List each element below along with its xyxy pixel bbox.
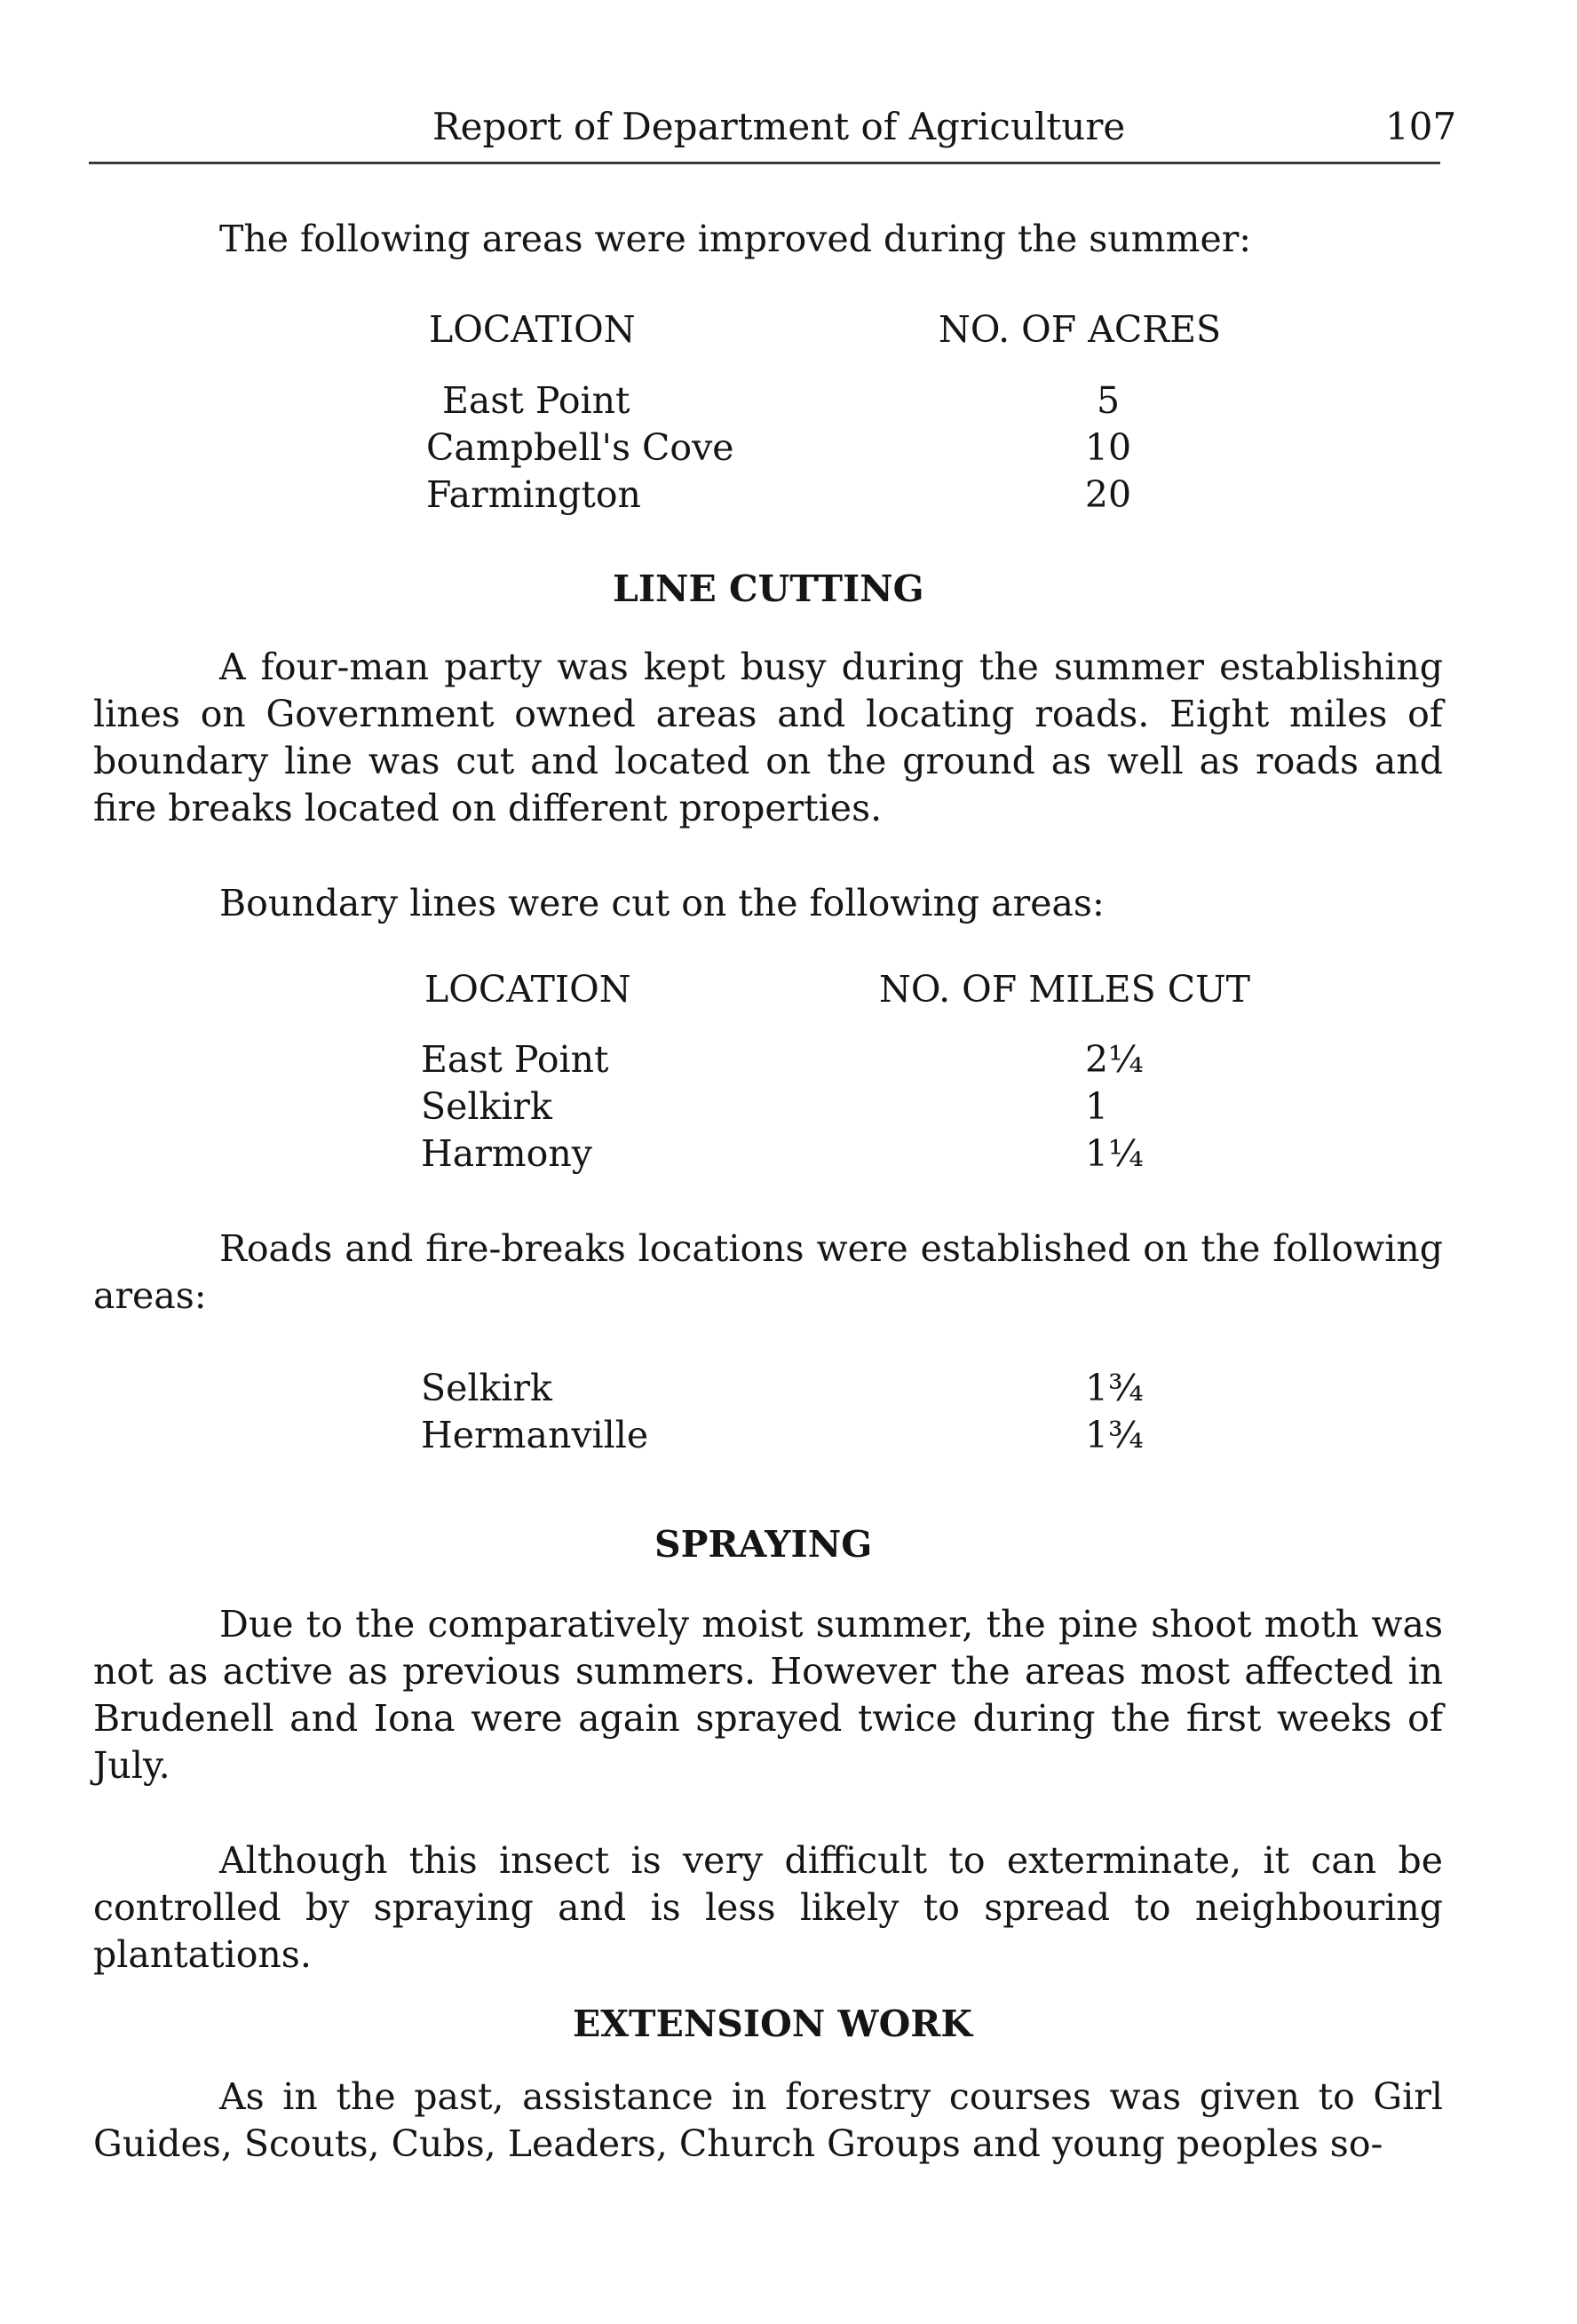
improved-row-acres: 20: [1084, 473, 1132, 516]
page-number: 107: [1385, 105, 1457, 148]
boundary-row-miles: 2¼: [1085, 1038, 1144, 1081]
page-header-title: Report of Department of Agriculture: [432, 105, 1126, 148]
boundary-col-miles-header: NO. OF MILES CUT: [879, 968, 1250, 1011]
roads-row-miles: 1¾: [1085, 1367, 1144, 1409]
roads-row-location: Hermanville: [421, 1414, 649, 1456]
improved-row-location: East Point: [442, 379, 630, 422]
improved-row-location: Farmington: [426, 473, 641, 516]
roads-row-miles: 1¾: [1085, 1414, 1144, 1456]
improved-row-acres: 5: [1096, 379, 1121, 422]
improved-col-acres-header: NO. OF ACRES: [939, 308, 1222, 351]
boundary-row-miles: 1: [1085, 1085, 1109, 1128]
roads-intro-paragraph: Roads and fire-breaks locations were established on the following areas:: [93, 1227, 1443, 1317]
section-heading-line-cutting: LINE CUTTING: [613, 567, 924, 610]
boundary-col-location-header: LOCATION: [424, 968, 631, 1011]
boundary-row-miles: 1¼: [1085, 1132, 1144, 1175]
section-heading-extension-work: EXTENSION WORK: [573, 2003, 973, 2045]
improved-col-location-header: LOCATION: [429, 308, 636, 351]
extension-work-paragraph: As in the past, assistance in forestry courses was given to Girl Guides, Scouts, Cubs, Leaders, Church Groups and young peoples so-: [93, 2075, 1443, 2165]
roads-row-location: Selkirk: [421, 1367, 552, 1409]
line-cutting-paragraph: A four-man party was kept busy during the summer establishing lines on Government owned areas and locating roads. Eight miles of boundary line was cut and located on the ground as well as roads and fire breaks located on different properties.: [93, 646, 1443, 829]
boundary-row-location: Harmony: [421, 1132, 592, 1175]
boundary-row-location: Selkirk: [421, 1085, 552, 1128]
improved-row-location: Campbell's Cove: [426, 426, 734, 469]
improved-intro-paragraph: The following areas were improved during the summer:: [219, 218, 1252, 260]
improved-row-acres: 10: [1084, 426, 1132, 469]
header-rule: [89, 162, 1440, 164]
section-heading-spraying: SPRAYING: [654, 1523, 873, 1566]
boundary-intro-paragraph: Boundary lines were cut on the following areas:: [219, 882, 1105, 924]
spraying-paragraph: Due to the comparatively moist summer, the pine shoot moth was not as active as previous summers. However the areas most affected in Brudenell and Iona were again sprayed twice during the first weeks of July.: [93, 1603, 1443, 1787]
spraying-paragraph-2: Although this insect is very difficult to exterminate, it can be controlled by spraying and is less likely to spread to neighbouring plantations.: [93, 1839, 1443, 1976]
boundary-row-location: East Point: [421, 1038, 609, 1081]
